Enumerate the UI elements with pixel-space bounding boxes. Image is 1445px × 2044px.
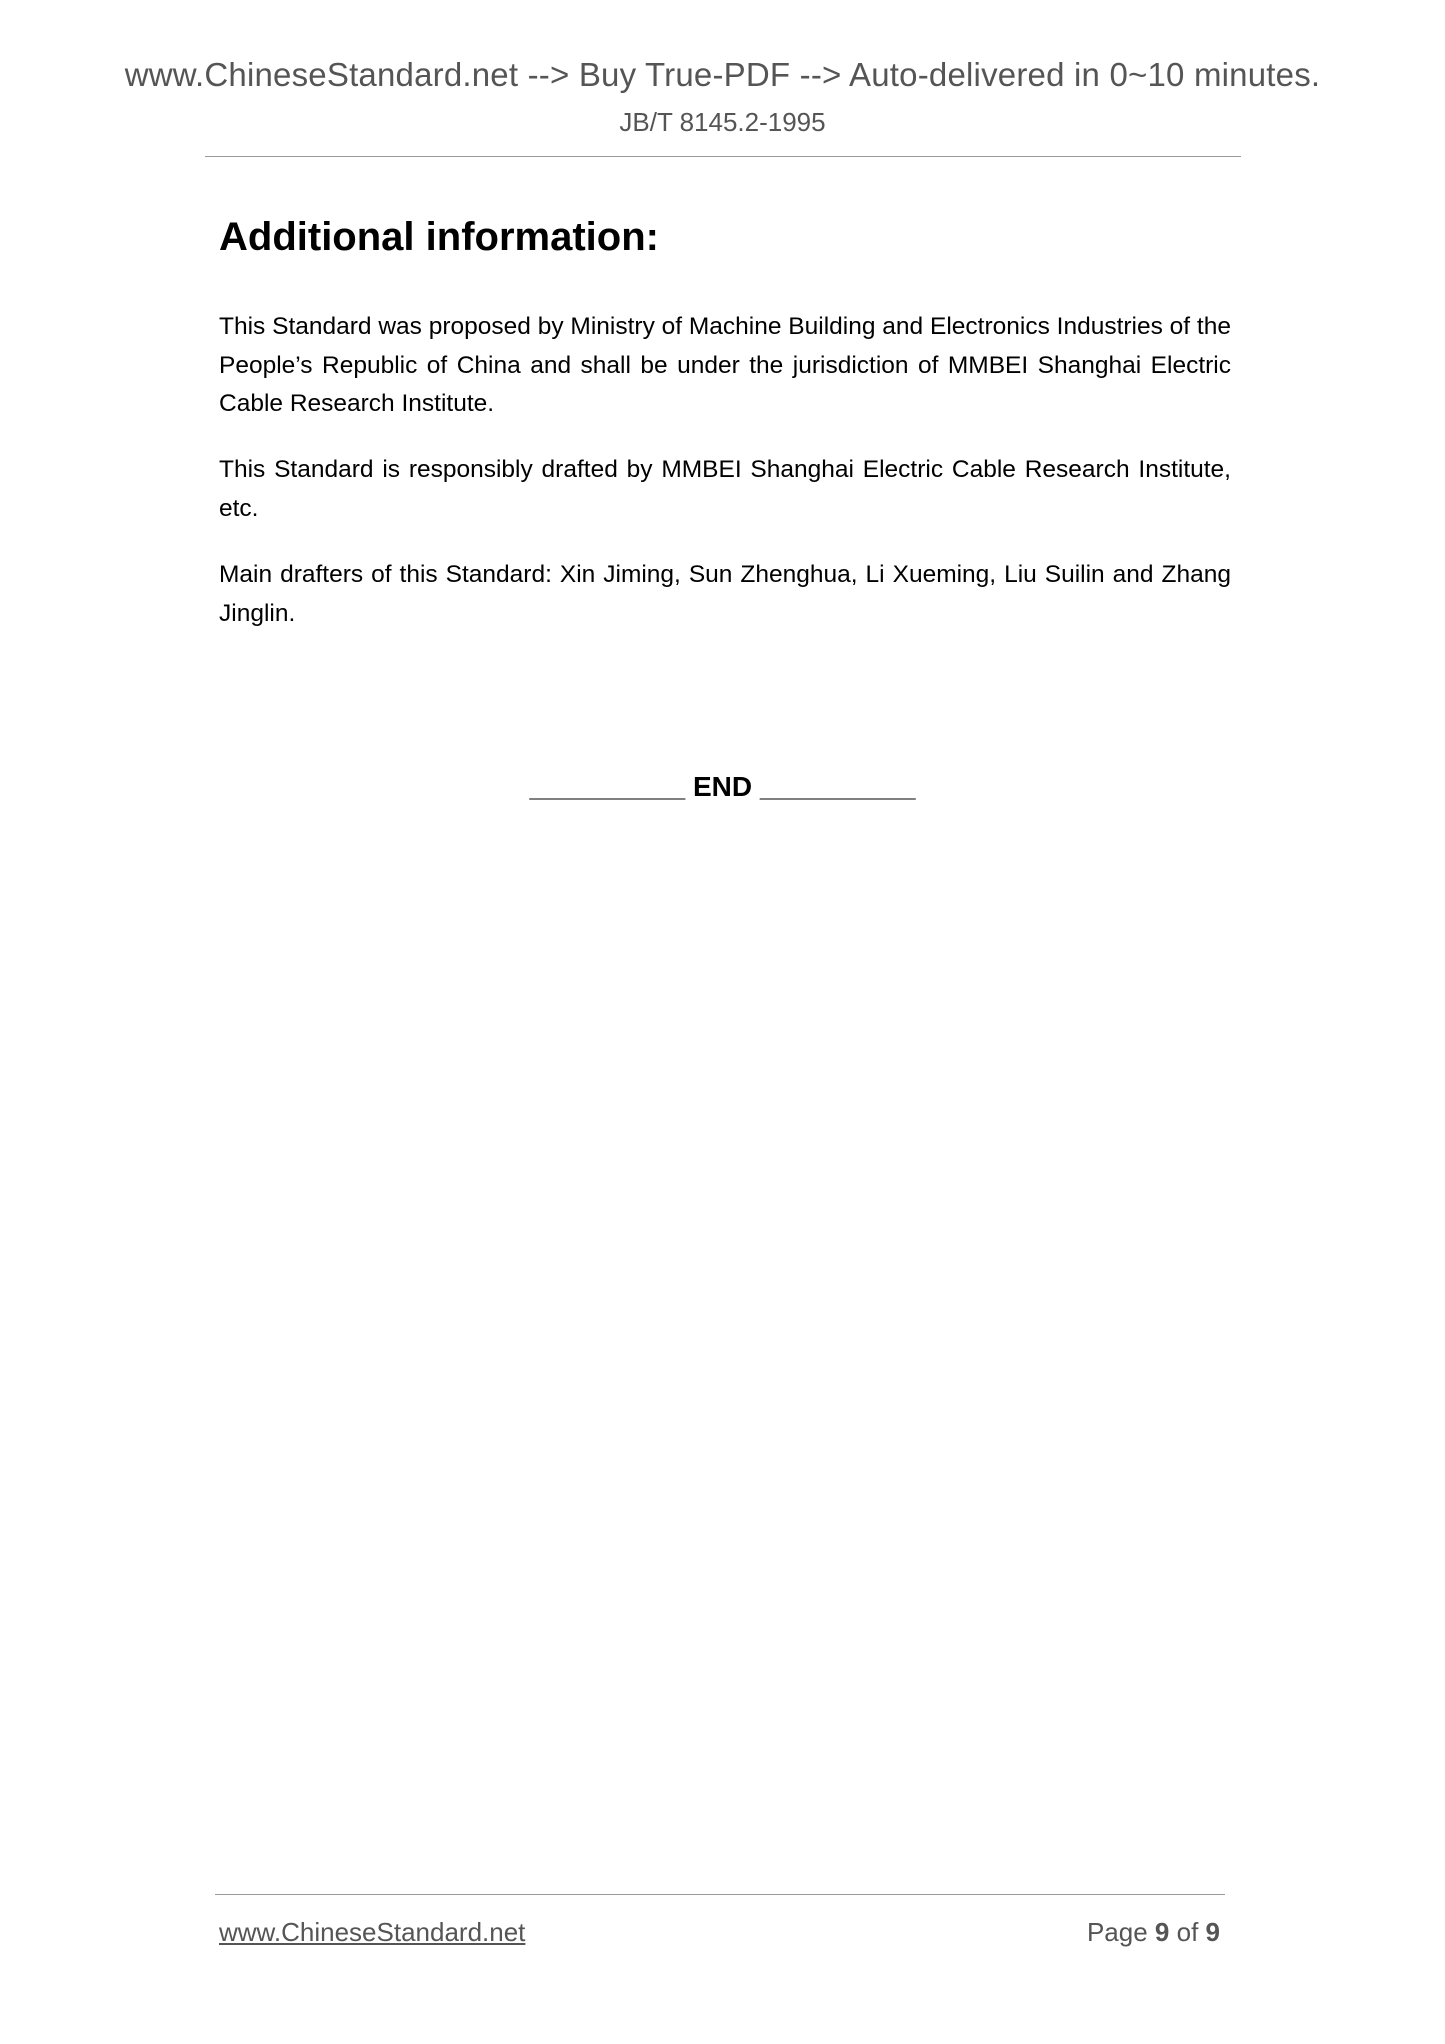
header-divider [205,156,1241,157]
document-code: JB/T 8145.2-1995 [619,107,826,137]
page-prefix: Page [1086,1917,1148,1947]
page-current: 9 [1154,1917,1170,1947]
footer-divider [215,1894,1225,1895]
page-separator: of [1176,1917,1199,1947]
top-banner: www.ChineseStandard.net --> Buy True-PDF --> Auto-delivered in 0~10 minutes. [124,56,1321,93]
page-number [1087,1917,1220,1948]
page-total: 9 [1205,1917,1220,1947]
footer-site-link[interactable]: www.ChineseStandard.net [219,1917,526,1947]
end-marker: __________ END __________ [529,771,916,802]
paragraph-main-drafters: Main drafters of this Standard: Xin Jiming, Sun Zhenghua, Li Xueming, Liu Suilin and Zhang Jinglin. [219,561,1231,627]
paragraph-drafted-by: This Standard is responsibly drafted by MMBEI Shanghai Electric Cable Research Institute, etc. [219,456,1231,522]
paragraph-proposed-by: This Standard was proposed by Ministry of Machine Building and Electronics Industries of the People’s Republic of China and shall be under the jurisdiction of MMBEI Shanghai Electric Cable Research Institute. [219,313,1231,417]
section-heading: Additional information: [219,215,659,259]
